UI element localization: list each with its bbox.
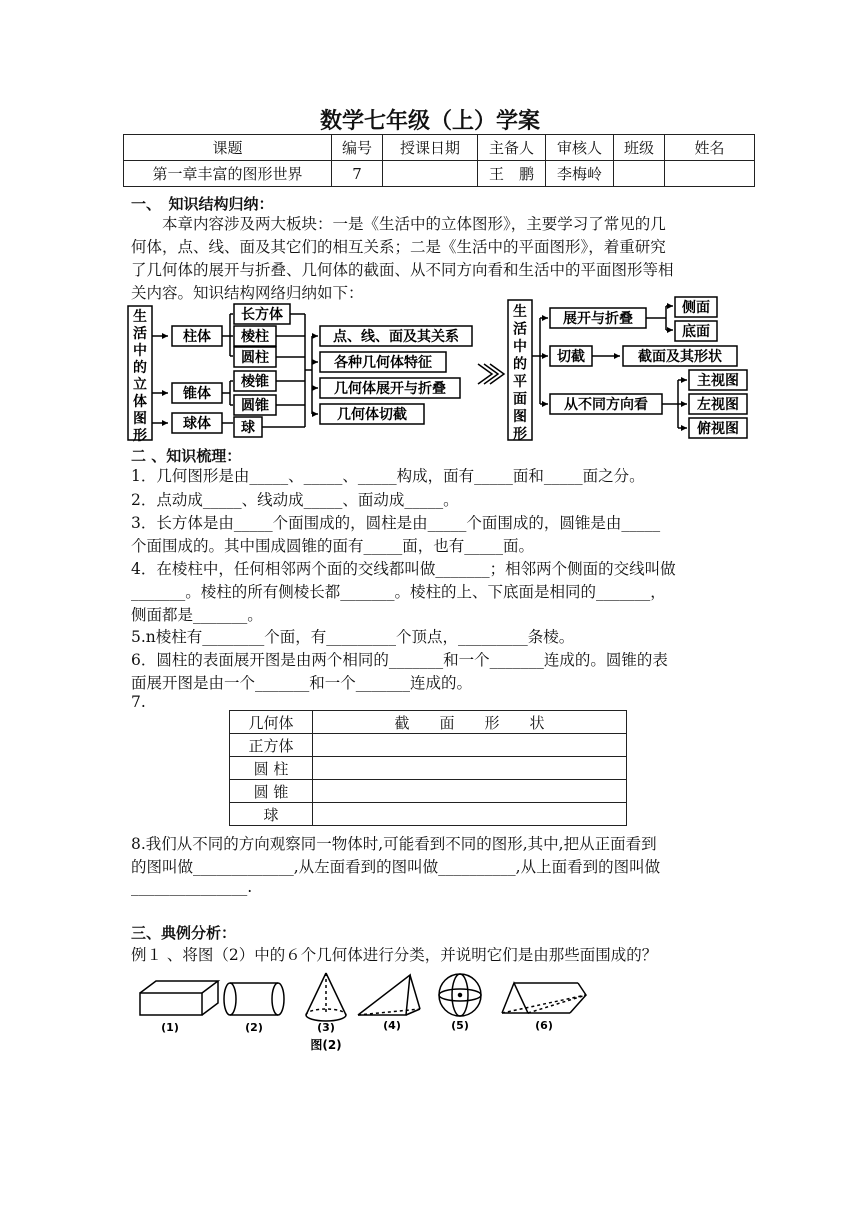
section3-heading: 三、典例分析： <box>131 924 237 942</box>
section1-line: 何体，点、线、面及其它们的相互关系；二是《生活中的平面图形》，着重研究 <box>131 238 666 256</box>
q8-line3: _______________. <box>131 878 253 896</box>
table-row <box>230 734 627 757</box>
cut-table-header <box>230 711 627 734</box>
fold-base: 底面 <box>682 324 710 340</box>
q3-line1: 3．长方体是由_____个面围成的，圆柱是由_____个面围成的，圆锥是由_____ <box>131 514 661 532</box>
header-table <box>123 134 755 187</box>
solid-prism: 棱柱 <box>241 329 269 345</box>
section1-paragraph <box>131 213 731 305</box>
label-name: 姓名 <box>665 135 755 161</box>
q4-line1: 4．在棱柱中，任何相邻两个面的交线都叫做_______；相邻两个侧面的交线叫做 <box>131 560 676 578</box>
q8-line2: 的图叫做_____________,从左面看到的图叫做__________,从上面看到的图叫做 <box>131 858 661 876</box>
label-date: 授课日期 <box>383 135 478 161</box>
table-row <box>230 780 627 803</box>
q2: 2．点动成_____、线动成_____、面动成_____。 <box>131 491 459 509</box>
cut-row-label: 正方体 <box>230 734 313 757</box>
figure-caption: 图(2) <box>310 1038 342 1052</box>
figure-label-1: (1) <box>161 1021 179 1034</box>
q8-line1: 8.我们从不同的方向观察同一物体时,可能看到不同的图形,其中,把从正面看到 <box>131 835 657 853</box>
knowledge-structure-diagram <box>120 296 760 446</box>
cut-row-blank[interactable] <box>313 734 627 757</box>
pyramid-figure <box>358 975 420 1015</box>
sphere-figure <box>439 974 481 1016</box>
group-pyramid: 锥体 <box>183 386 211 402</box>
cut-row-label: 圆 锥 <box>230 780 313 803</box>
solid-cuboid: 长方体 <box>241 307 283 323</box>
q6-line1: 6．圆柱的表面展开图是由两个相同的_______和一个_______连成的。圆锥的表 <box>131 651 668 669</box>
section1-line: 关内容。知识结构网络归纳如下： <box>131 284 364 302</box>
example1-text: 例１ 、将图（2）中的６个几何体进行分类，并说明它们是由那些面围成的？ <box>131 946 658 964</box>
section1-heading: 一、 知识结构归纳： <box>131 195 274 213</box>
topic-unfold: 几何体展开与折叠 <box>334 381 446 397</box>
view-front: 主视图 <box>697 373 739 389</box>
value-reviewer: 李梅岭 <box>546 161 614 187</box>
header-value-row <box>124 161 755 187</box>
value-date <box>383 161 478 187</box>
figure-label-3: (3) <box>317 1021 335 1034</box>
label-class: 班级 <box>614 135 665 161</box>
figure-2-solids <box>130 965 600 1055</box>
label-topic: 课题 <box>124 135 332 161</box>
cross-section-table <box>229 710 627 826</box>
value-number: 7 <box>332 161 383 187</box>
solid-cylinder: 圆柱 <box>241 350 269 366</box>
solid-pyramid: 棱锥 <box>241 374 269 390</box>
cut-row-blank[interactable] <box>313 803 627 826</box>
cone-figure <box>306 973 346 1021</box>
label-author: 主备人 <box>478 135 546 161</box>
cut-header-solid: 几何体 <box>230 711 313 734</box>
branch-views: 从不同方向看 <box>564 397 648 413</box>
q1: 1．几何图形是由_____、_____、_____构成，面有_____面和_____面之分。 <box>131 467 645 485</box>
right-root-label: 生活中的平面图形 <box>513 304 527 443</box>
q7: 7. <box>131 693 146 711</box>
section1-line: 了几何体的展开与折叠、几何体的截面、从不同方向看和生活中的平面图形等相 <box>131 261 674 279</box>
value-name <box>665 161 755 187</box>
page-title: 数学七年级（上）学案 <box>319 109 540 134</box>
fold-side: 侧面 <box>682 300 710 316</box>
group-sphere: 球体 <box>183 416 211 432</box>
cut-row-blank[interactable] <box>313 757 627 780</box>
cut-header-shape: 截 面 形 状 <box>313 711 627 734</box>
label-reviewer: 审核人 <box>546 135 614 161</box>
figure-label-5: (5) <box>451 1019 469 1032</box>
cuboid-figure <box>140 981 218 1015</box>
q3-line2: 个面围成的。其中围成圆锥的面有_____面，也有_____面。 <box>131 537 535 555</box>
solid-cone: 圆锥 <box>241 398 269 414</box>
cylinder-figure <box>224 983 284 1015</box>
value-topic: 第一章丰富的图形世界 <box>124 161 332 187</box>
view-top: 俯视图 <box>697 421 739 437</box>
cut-row-label: 球 <box>230 803 313 826</box>
q4-line2: _______。棱柱的所有侧棱长都_______。棱柱的上、下底面是相同的_______， <box>131 583 666 601</box>
group-prism: 柱体 <box>183 329 211 345</box>
table-row <box>230 757 627 780</box>
cut-row-label: 圆 柱 <box>230 757 313 780</box>
figure-label-6: (6) <box>535 1019 553 1032</box>
cut-row-blank[interactable] <box>313 780 627 803</box>
value-class <box>614 161 665 187</box>
header-label-row <box>124 135 755 161</box>
left-root-label: 生活中的立体图形 <box>133 309 147 444</box>
value-author: 王 鹏 <box>478 161 546 187</box>
topic-cut: 几何体切截 <box>337 407 407 423</box>
q5: 5.n棱柱有________个面，有_________个顶点，_________条棱。 <box>131 628 575 646</box>
figure-label-2: (2) <box>245 1021 263 1034</box>
label-number: 编号 <box>332 135 383 161</box>
solid-sphere: 球 <box>241 420 255 436</box>
branch-unfold: 展开与折叠 <box>563 311 633 327</box>
section2-heading: 二 、知识梳理： <box>131 447 242 465</box>
table-row <box>230 803 627 826</box>
figure-label-4: (4) <box>383 1019 401 1032</box>
topic-features: 各种几何体特征 <box>334 355 432 371</box>
branch-cut: 切截 <box>557 349 585 365</box>
triangular-prism-figure <box>502 983 586 1013</box>
topic-points-lines: 点、线、面及其关系 <box>333 329 459 345</box>
q4-line3: 侧面都是_______。 <box>131 606 263 624</box>
q6-line2: 面展开图是由一个_______和一个_______连成的。 <box>131 674 473 692</box>
section1-line: 本章内容涉及两大板块：一是《生活中的立体图形》，主要学习了常见的几 <box>131 215 666 233</box>
cut-result: 截面及其形状 <box>638 349 722 365</box>
view-left: 左视图 <box>697 397 739 413</box>
